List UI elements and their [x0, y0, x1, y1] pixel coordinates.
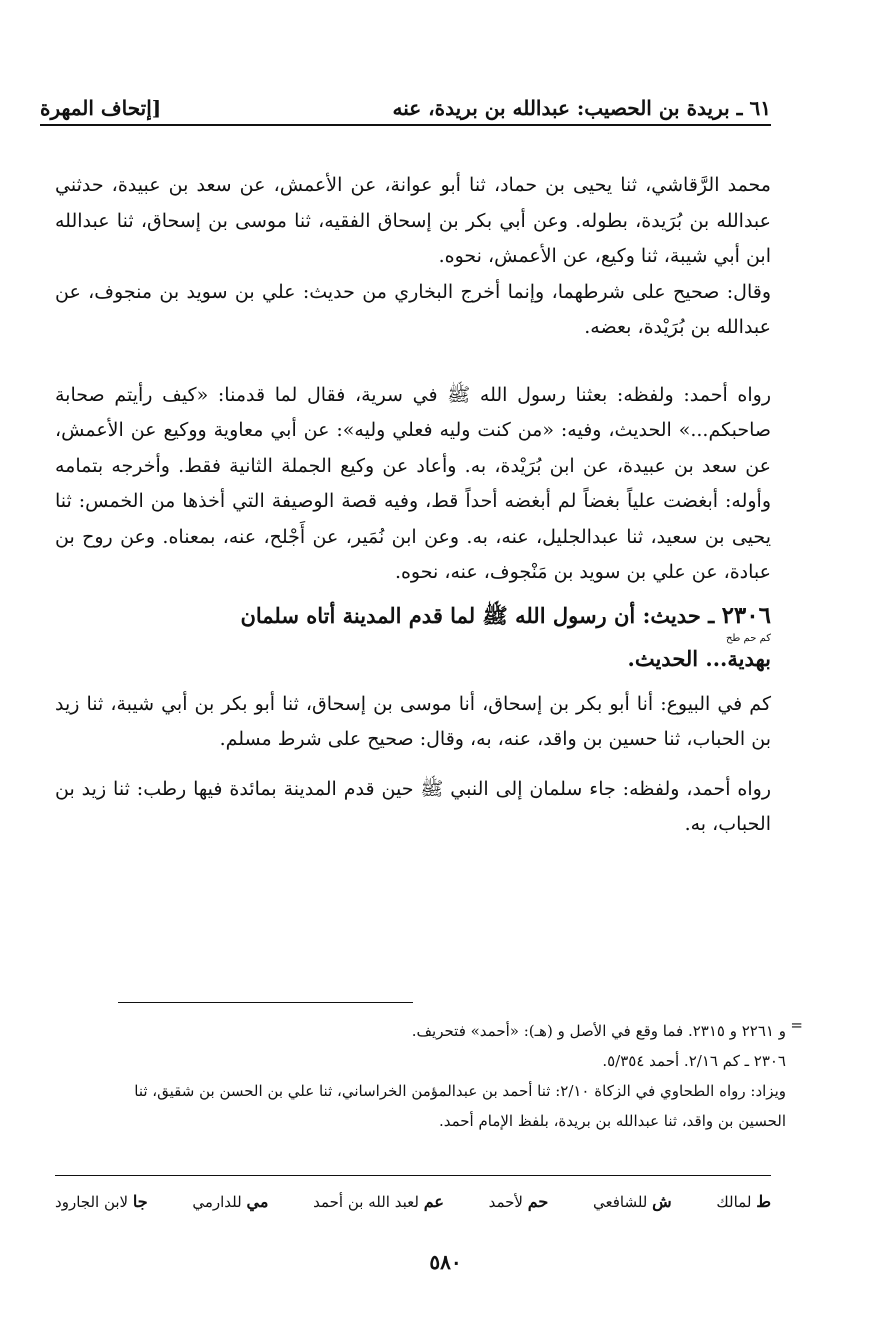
paragraph-2: رواه أحمد: ولفظه: بعثنا رسول الله ﷺ في سرية، فقال لما قدمنا: «كيف رأيتم صحابة صاحبكم...» الحديث، وفيه: «من كنت وليه فعلي وليه»: عن أبي معاوية ووكيع عن الأعمش، عن سعد بن عبيدة، عن ابن بُرَيْدة، به. وأعاد عن وكيع الجملة الثانية فقط. وأخرجه بتمامه وأوله: أبغضت علياً بغضاً لم أبغضه أحداً قط، وفيه قصة الوصيفة التي أخذها من الخمس: ثنا يحيى بن سعيد، ثنا عبدالجليل، عنه، به. وعن ابن نُمَير، عن أَجْلح، عنه، بمعناه. وعن روح بن عبادة، عن علي بن سويد بن مَنْجوف، عنه، نحوه. [55, 383, 771, 583]
hadith-heading [55, 599, 771, 633]
footnote-continuation-marker: = [790, 1016, 803, 1034]
book-title: [إتحاف المهرة [40, 96, 162, 120]
abbr-item: ط لمالك [716, 1192, 771, 1211]
footnote-line-1: و ٢٢٦١ و ٢٣١٥. فما وقع في الأصل و (هـ): «أحمد» فتحريف. [411, 1022, 786, 1040]
abbr-item: جا لابن الجارود [55, 1192, 148, 1211]
abbr-item: ش للشافعي [592, 1192, 672, 1211]
paragraph-1-text: محمد الرَّقاشي، ثنا يحيى بن حماد، ثنا أبو عوانة، عن الأعمش، عن سعد بن عبيدة، حدثني عبدالله بن بُرَيدة، بطوله. وعن أبي بكر بن إسحاق الفقيه، ثنا موسى بن إسحاق، ثنا عبدالله ابن أبي شيبة، ثنا وكيع، عن الأعمش، نحوه. [55, 174, 771, 267]
abbreviations-rule [55, 1175, 771, 1176]
abbreviations-key [55, 1192, 771, 1211]
source-sigla: كم حم طح [725, 632, 771, 644]
paragraph-1 [55, 168, 771, 346]
hadith-number: ٢٣٠٦ [721, 601, 771, 629]
hadith-heading-end: بهدية... الحديث. [627, 645, 771, 671]
page-number: ٥٨٠ [429, 1250, 462, 1274]
footnote-line-2: ٢٣٠٦ ـ كم ٢/١٦. أحمد ٥/٣٥٤. [602, 1052, 786, 1070]
footnote-line-3: ويزاد: رواه الطحاوي في الزكاة ٢/١٠: ثنا أحمد بن عبدالمؤمن الخراساني، ثنا علي بن الحسن بن شقيق، ثنا الحسين بن واقد، ثنا عبدالله بن بريدة، بلفظ الإمام أحمد. [134, 1082, 786, 1130]
abbr-item: حم لأحمد [488, 1192, 549, 1211]
abbr-item: عم لعبد الله بن أحمد [313, 1192, 444, 1211]
footnote-rule [118, 1002, 413, 1003]
page-header [40, 86, 771, 120]
main-text [55, 168, 771, 843]
paragraph-1b-text: وقال: صحيح على شرطهما، وإنما أخرج البخاري من حديث: علي بن سويد بن منجوف، عن عبدالله بن بُرَيْدة، بعضه. [55, 280, 771, 338]
paragraph-4: رواه أحمد، ولفظه: جاء سلمان إلى النبي ﷺ حين قدم المدينة بمائدة فيها رطب: ثنا زيد بن الحباب، به. [55, 777, 771, 835]
running-title: ٦١ ـ بريدة بن الحصيب: عبدالله بن بريدة، عنه [392, 96, 771, 120]
abbr-item: مي للدارمي [192, 1192, 269, 1211]
footnotes [110, 1016, 786, 1136]
hadith-heading-text: ـ حديث: أن رسول الله ﷺ لما قدم المدينة أتاه سلمان [240, 602, 715, 628]
paragraph-3: كم في البيوع: أنا أبو بكر بن إسحاق، أنا موسى بن إسحاق، ثنا أبو بكر بن أبي شيبة، ثنا زيد بن الحباب، ثنا حسين بن واقد، عنه، به، وقال: صحيح على شرط مسلم. [55, 692, 771, 750]
header-rule [40, 124, 771, 126]
